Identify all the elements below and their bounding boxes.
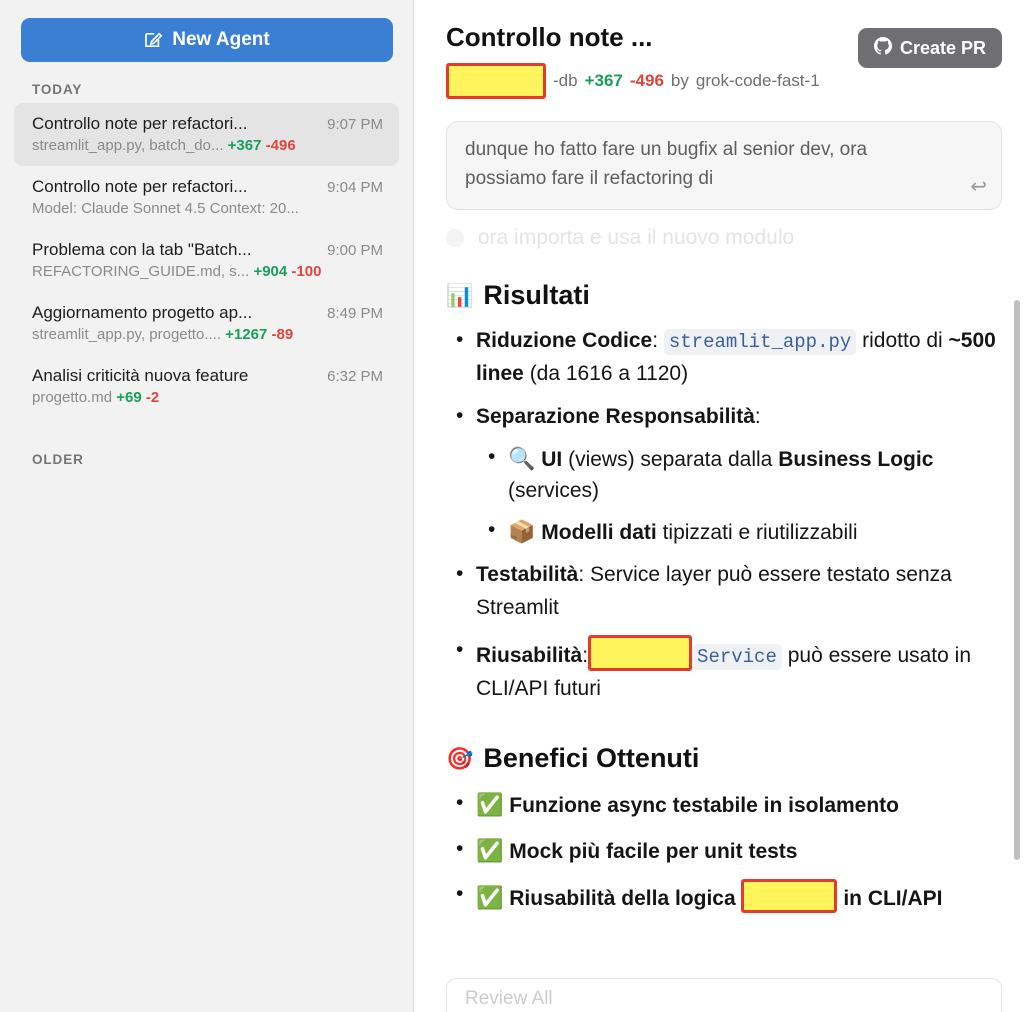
conversation-time: 6:32 PM xyxy=(327,368,383,385)
conversation-title: Analisi criticità nuova feature xyxy=(32,366,249,385)
conversation-subtitle xyxy=(32,137,383,154)
redaction-box-service-prefix xyxy=(588,635,692,671)
new-agent-label: New Agent xyxy=(172,29,270,50)
conversation-header xyxy=(32,114,383,134)
check-mark-icon: ✅ xyxy=(476,837,504,863)
faded-line-text: ora importa e usa il nuovo modulo xyxy=(477,226,795,249)
benefit-text: Mock più facile per unit tests xyxy=(509,839,798,863)
prompt-text: dunque ho fatto fare un bugfix al senior dev, ora possiamo fare il refactoring di xyxy=(465,139,868,189)
title-block xyxy=(446,22,858,99)
list-item[interactable] xyxy=(14,229,399,292)
section-heading-text: Benefici Ottenuti xyxy=(483,743,700,774)
item-lead: Riduzione Codice xyxy=(476,329,653,352)
list-item[interactable] xyxy=(14,166,399,229)
sub-list xyxy=(476,442,1002,549)
conversation-files: progetto.md xyxy=(32,389,113,406)
conversation-subtitle xyxy=(32,326,383,343)
check-mark-icon: ✅ xyxy=(476,885,504,911)
list-item[interactable] xyxy=(14,292,399,355)
lines-removed: -496 xyxy=(265,137,296,154)
section-label-today: TODAY xyxy=(32,82,83,97)
create-pr-label: Create PR xyxy=(899,37,986,58)
compose-icon xyxy=(143,30,163,50)
model-name: grok-code-fast-1 xyxy=(695,71,820,91)
list-item xyxy=(476,559,1002,624)
list-item xyxy=(476,879,1002,916)
section-label-older: OLDER xyxy=(32,452,84,467)
item-tail-a: può essere usato in CLI/API futuri xyxy=(476,644,971,700)
benefit-text: Funzione async testabile in isolamento xyxy=(509,794,900,818)
github-icon xyxy=(874,37,892,60)
conversation-content xyxy=(446,226,1002,1012)
conversation-title: Aggiornamento progetto ap... xyxy=(32,303,253,322)
list-item[interactable] xyxy=(14,355,399,418)
list-item: • Riusabilità: Service può essere usato in CLI/API futuri xyxy=(476,635,1002,705)
check-mark-icon: ✅ xyxy=(476,792,504,818)
conversation-title: Controllo note per refactori... xyxy=(32,114,248,133)
bullet-dot-icon xyxy=(446,229,464,247)
meta-row xyxy=(446,63,858,99)
lines-added: +367 xyxy=(227,137,262,154)
sidebar xyxy=(0,0,414,1012)
conversation-time: 8:49 PM xyxy=(327,305,383,322)
conversation-title: Problema con la tab "Batch... xyxy=(32,240,252,259)
section-heading-text: Risultati xyxy=(483,280,590,310)
sub-mid: tipizzati e riutilizzabili xyxy=(656,520,858,544)
conversation-subtitle xyxy=(32,263,383,280)
faded-previous-line xyxy=(446,226,1002,250)
prompt-input-box[interactable] xyxy=(446,121,1002,210)
redaction-box-benefit xyxy=(741,879,837,913)
risultati-list xyxy=(446,325,1002,705)
conversation-files: Model: Claude Sonnet 4.5 Context: 20... xyxy=(32,200,299,217)
by-label: by xyxy=(670,71,689,91)
code-streamlit-app: streamlit_app.py xyxy=(664,329,856,355)
lines-removed: -89 xyxy=(271,326,294,343)
lines-added: +904 xyxy=(253,263,288,280)
return-arrow-icon[interactable]: ↩ xyxy=(970,176,987,199)
item-tail-a: : Service layer può essere testato senza Streamlit xyxy=(476,563,952,619)
conversation-files: REFACTORING_GUIDE.md, s... xyxy=(32,263,250,280)
conversation-files: streamlit_app.py, batch_do... xyxy=(32,137,224,154)
item-tail-a: ridotto di xyxy=(862,329,949,352)
main-panel xyxy=(414,0,1024,1012)
scrollbar[interactable] xyxy=(1014,300,1020,860)
sub-bold-1: UI xyxy=(541,447,563,471)
lines-removed: -100 xyxy=(291,263,322,280)
list-item: • Riduzione Codice: streamlit_app.py ridotto di ~500 linee (da 1616 a 1120) xyxy=(476,325,1002,390)
section-heading-risultati xyxy=(446,280,1002,311)
list-item[interactable] xyxy=(14,103,399,166)
conversation-title: Controllo note per refactori... xyxy=(32,177,248,196)
conversation-header xyxy=(32,177,383,197)
redaction-box-repo xyxy=(446,63,546,99)
sub-tail: (services) xyxy=(508,479,600,503)
conversation-header xyxy=(32,240,383,260)
item-lead: Testabilità xyxy=(476,563,579,587)
list-item xyxy=(476,788,1002,823)
conversation-subtitle xyxy=(32,200,383,217)
conversation-time: 9:07 PM xyxy=(327,116,383,133)
code-service: Service xyxy=(692,644,782,670)
sub-mid: (views) separata dalla xyxy=(562,447,779,471)
conversation-header xyxy=(32,303,383,323)
conversation-subtitle xyxy=(32,389,383,406)
benefit-text-after: in CLI/API xyxy=(837,887,943,911)
list-item: • Separazione Responsabilità: • 🔍 UI (views) separata dalla Business Logic (services) • 📦 Modelli dati tipizzati e riutilizzabili xyxy=(476,401,1002,548)
lines-added: +1267 xyxy=(225,326,268,343)
new-agent-button[interactable] xyxy=(21,18,393,62)
sub-bold-1: Modelli dati xyxy=(541,520,657,544)
list-item xyxy=(508,515,1002,549)
benefici-list xyxy=(446,788,1002,916)
sub-bold-2: Business Logic xyxy=(778,447,934,471)
main-header xyxy=(446,0,1002,99)
target-icon: 🎯 xyxy=(446,745,474,771)
page-title: Controllo note ... xyxy=(446,22,653,52)
repo-suffix: -db xyxy=(553,71,578,91)
conversation-time: 9:00 PM xyxy=(327,242,383,259)
list-item xyxy=(476,834,1002,869)
item-lead: Riusabilità xyxy=(476,644,583,668)
conversation-files: streamlit_app.py, progetto.... xyxy=(32,326,221,343)
conversation-header xyxy=(32,366,383,386)
lines-removed: -496 xyxy=(629,71,664,91)
section-heading-benefici xyxy=(446,743,1002,774)
package-icon: 📦 xyxy=(508,518,536,544)
list-item xyxy=(508,442,1002,507)
create-pr-button[interactable] xyxy=(858,28,1002,68)
bar-chart-icon: 📊 xyxy=(446,282,474,308)
lines-removed: -2 xyxy=(145,389,160,406)
review-all-label: Review All xyxy=(465,988,553,1009)
lines-added: +367 xyxy=(584,71,623,91)
magnifier-icon: 🔍 xyxy=(508,445,536,471)
benefit-text-before: Riusabilità della logica xyxy=(509,887,742,911)
review-all-card[interactable] xyxy=(446,978,1002,1012)
item-lead: Separazione Responsabilità xyxy=(476,405,755,429)
lines-added: +69 xyxy=(116,389,142,406)
item-tail-b: (da 1616 a 1120) xyxy=(523,361,689,385)
conversation-time: 9:04 PM xyxy=(327,179,383,196)
item-bold-mid: ~500 linee xyxy=(476,329,996,385)
